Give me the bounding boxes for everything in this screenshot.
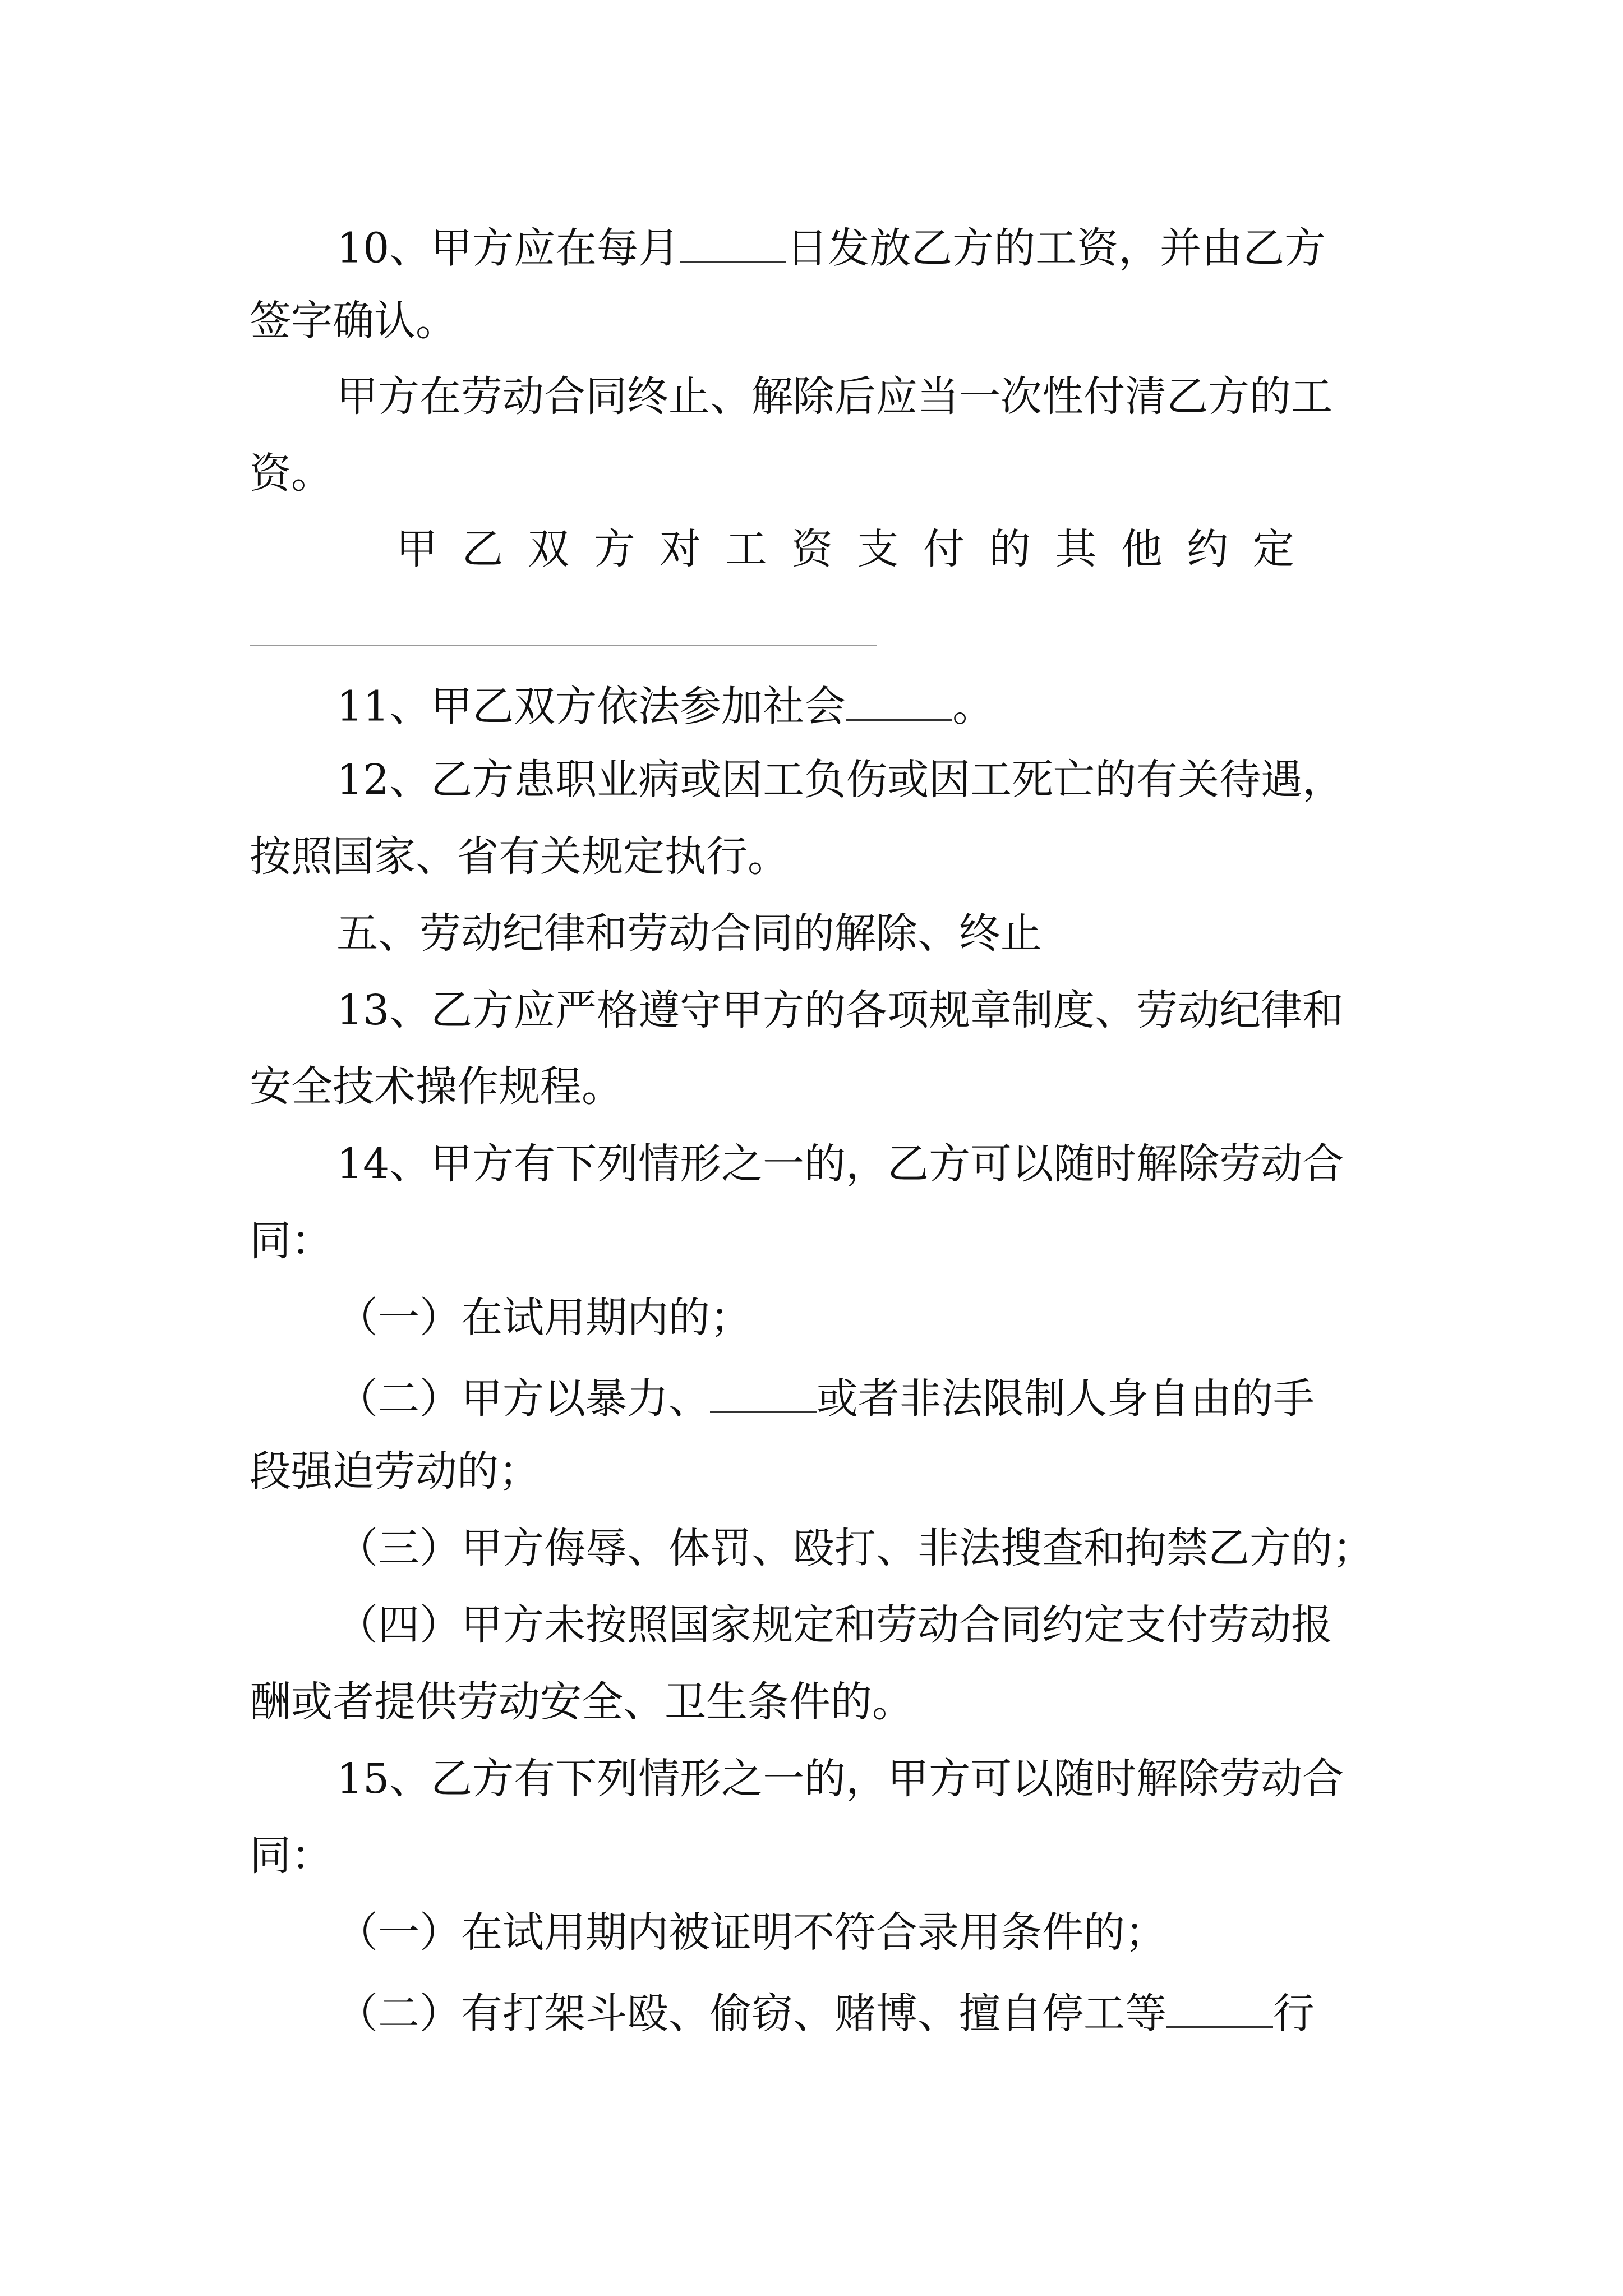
clause-15-item-1: （一）在试用期内被证明不符合录用条件的； xyxy=(336,1908,1166,1957)
clause-14-item-1: （一）在试用期内的； xyxy=(336,1294,751,1342)
clause-15-line-1: 15、乙方有下列情形之一的，甲方可以随时解除劳动合 xyxy=(336,1755,1344,1803)
section-5-heading: 五、劳动纪律和劳动合同的解除、终止 xyxy=(336,909,1042,958)
blank-field xyxy=(846,682,952,721)
clause-12-line-2: 按照国家、省有关规定执行。 xyxy=(250,832,789,881)
text: 11、甲乙双方依法参加社会 xyxy=(336,682,846,731)
clause-15-item-2-line-1 xyxy=(336,1989,1315,2038)
clause-10b-line-2: 资。 xyxy=(250,449,333,498)
clause-14-item-4-line-2: 酬或者提供劳动安全、卫生条件的。 xyxy=(250,1678,914,1726)
clause-10c-line: 甲 乙 双 方 对 工 资 支 付 的 其 他 约 定 xyxy=(396,525,1294,573)
clause-10-line-2: 签字确认。 xyxy=(250,297,457,345)
text: （二）甲方以暴力、 xyxy=(336,1374,710,1423)
text: 。 xyxy=(952,682,994,731)
clause-14-item-2-line-2: 段强迫劳动的； xyxy=(250,1447,540,1496)
clause-14-item-2-line-1 xyxy=(336,1374,1315,1423)
clause-15-line-2: 同： xyxy=(250,1832,333,1880)
blank-field xyxy=(1166,1989,1273,2028)
fill-in-line xyxy=(250,645,877,646)
clause-12-line-1: 12、乙方患职业病或因工负伤或因工死亡的有关待遇， xyxy=(336,756,1344,804)
clause-10-line-1 xyxy=(336,223,1326,273)
clause-13-line-2: 安全技术操作规程。 xyxy=(250,1062,623,1111)
text: 行 xyxy=(1273,1989,1315,2038)
blank-field xyxy=(680,223,786,263)
clause-14-line-1: 14、甲方有下列情形之一的，乙方可以随时解除劳动合 xyxy=(336,1140,1344,1188)
text: 或者非法限制人身自由的手 xyxy=(817,1374,1315,1423)
blank-field xyxy=(710,1374,817,1413)
clause-13-line-1: 13、乙方应严格遵守甲方的各项规章制度、劳动纪律和 xyxy=(336,986,1344,1034)
clause-14-item-3: （三）甲方侮辱、体罚、殴打、非法搜查和拘禁乙方的； xyxy=(336,1524,1374,1572)
text: 日发放乙方的工资，并由乙方 xyxy=(786,224,1326,273)
clause-10b-line-1: 甲方在劳动合同终止、解除后应当一次性付清乙方的工 xyxy=(336,372,1332,421)
clause-14-line-2: 同： xyxy=(250,1217,333,1265)
clause-11 xyxy=(336,682,994,731)
clause-14-item-4-line-1: （四）甲方未按照国家规定和劳动合同约定支付劳动报 xyxy=(336,1601,1332,1649)
text: 10、甲方应在每月 xyxy=(336,224,680,273)
text: （二）有打架斗殴、偷窃、赌博、擅自停工等 xyxy=(336,1989,1166,2038)
